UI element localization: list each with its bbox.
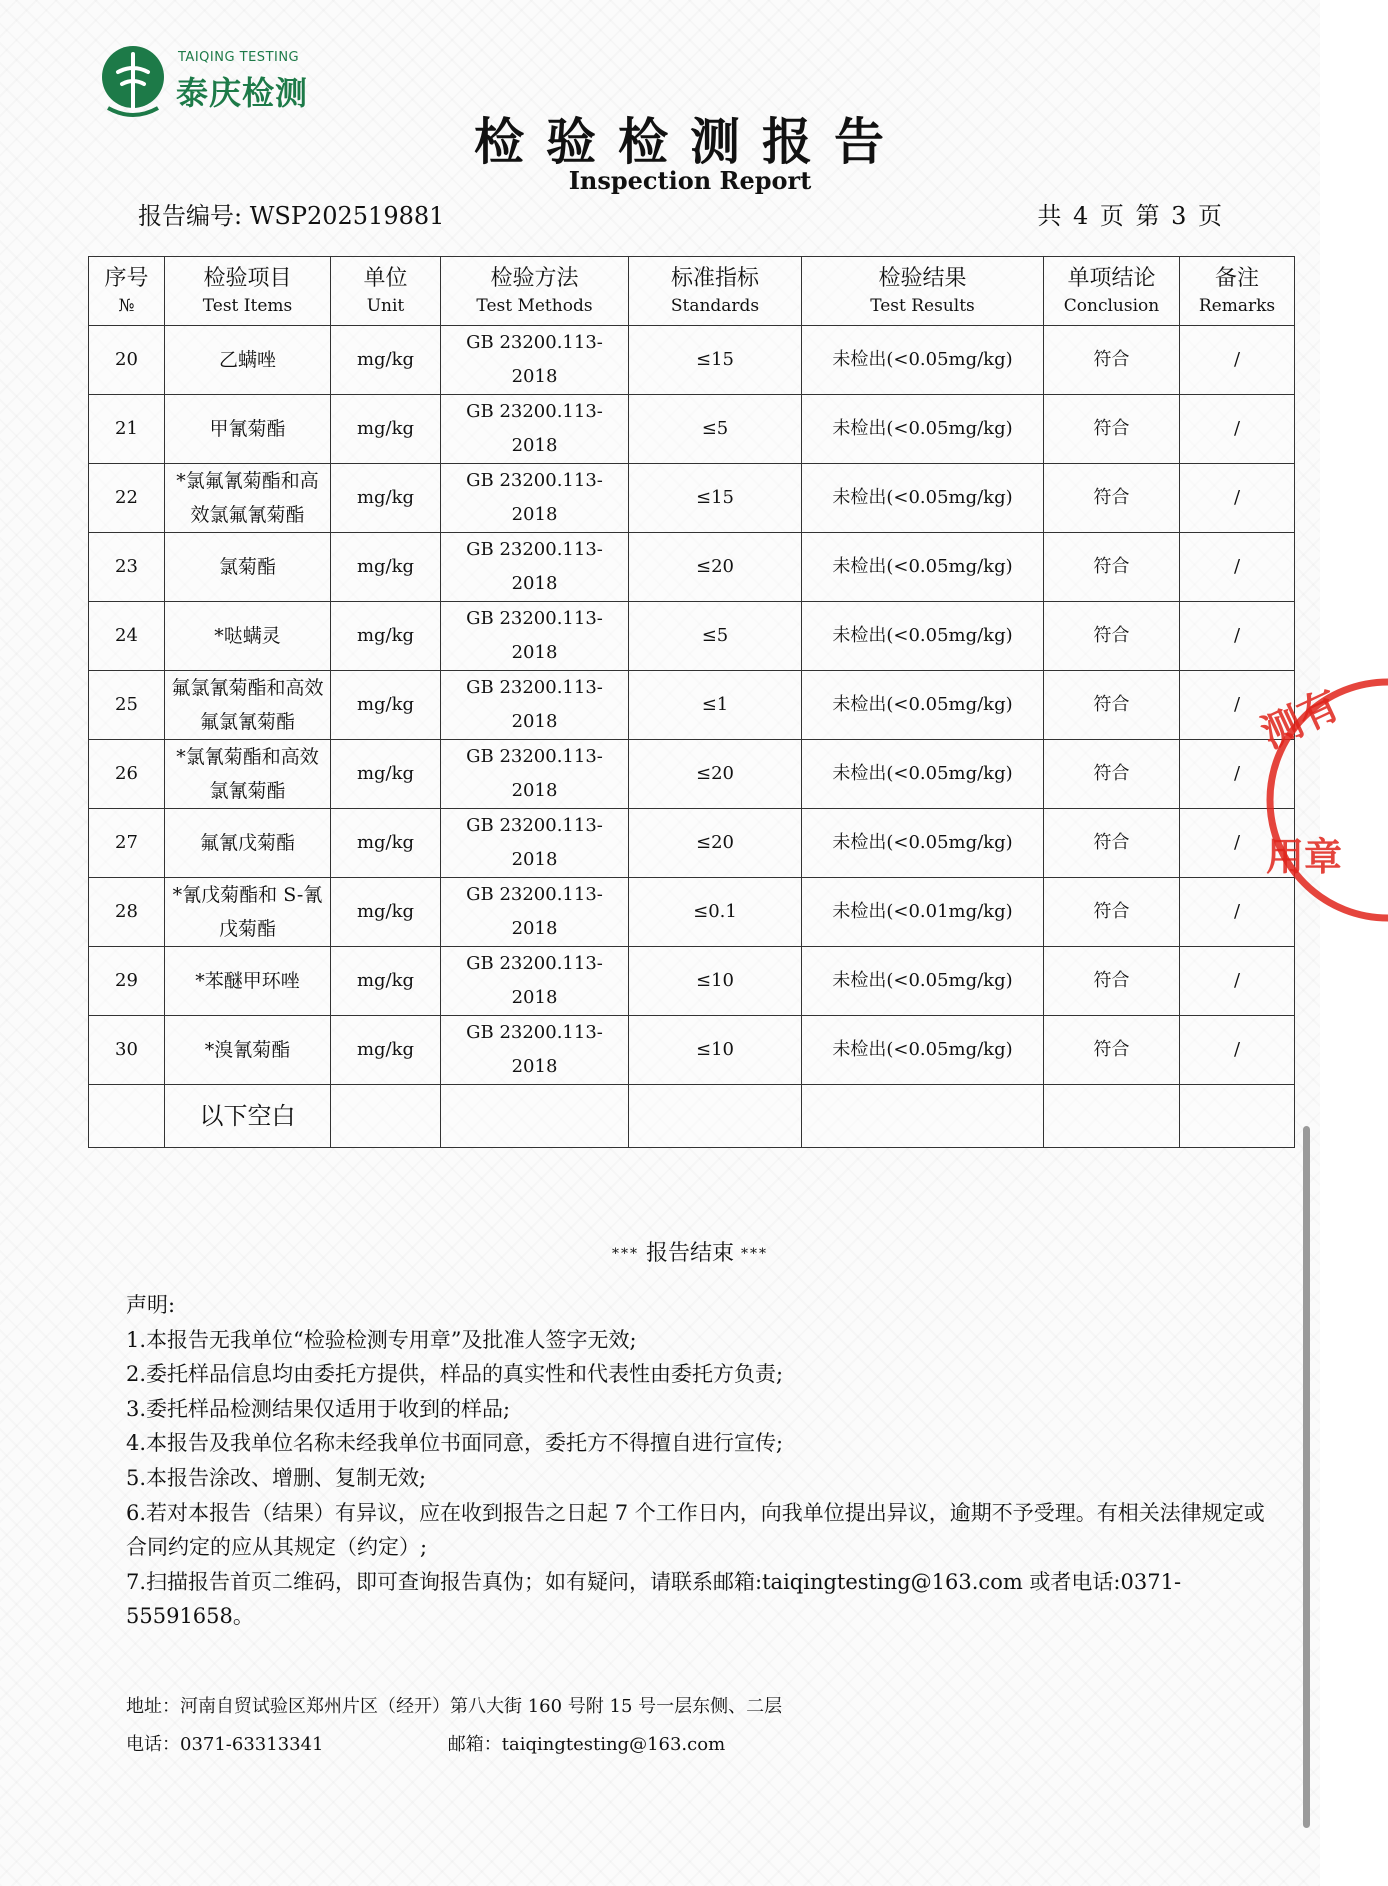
cell-conclusion: 符合 [1044,740,1180,809]
table-row [89,395,1295,464]
end-stars-left: *** [611,1246,639,1262]
cell-conclusion: 符合 [1044,326,1180,395]
note-item: 5.本报告涂改、增删、复制无效; [126,1465,427,1490]
col-header-conclusion: 单项结论 Conclusion [1044,257,1180,326]
note-item: 6.若对本报告（结果）有异议，应在收到报告之日起 7 个工作日内，向我单位提出异议，逾期不予受理。有相关法律规定或合同约定的应从其规定（约定）; [126,1500,1265,1560]
cell-method: GB 23200.113-2018 [441,947,629,1016]
cell-method: GB 23200.113-2018 [441,809,629,878]
cell-result: 未检出(<0.05mg/kg) [802,947,1044,1016]
table-row [89,671,1295,740]
cell-conclusion: 符合 [1044,464,1180,533]
blank-note: 以下空白 [165,1085,331,1148]
cell-standard: ≤20 [629,740,802,809]
cell-method: GB 23200.113-2018 [441,602,629,671]
cell-result: 未检出(<0.05mg/kg) [802,602,1044,671]
notes-heading: 声明: [126,1293,176,1317]
cell-remark: / [1180,395,1295,464]
cell-remark: / [1180,878,1295,947]
table-row [89,533,1295,602]
cell-unit: mg/kg [331,671,441,740]
cell-conclusion: 符合 [1044,602,1180,671]
table-row [89,878,1295,947]
cell-remark: / [1180,671,1295,740]
cell-item: *氯氰菊酯和高效氯氰菊酯 [165,740,331,809]
cell-standard: ≤5 [629,395,802,464]
official-seal-stamp [1254,660,1388,940]
note-item: 4.本报告及我单位名称未经我单位书面同意，委托方不得擅自进行宣传; [126,1431,784,1456]
cell-standard: ≤15 [629,326,802,395]
cell-unit: mg/kg [331,326,441,395]
cell-unit: mg/kg [331,533,441,602]
note-item: 7.扫描报告首页二维码，即可查询报告真伪；如有疑问，请联系邮箱:taiqingtesting@163.com 或者电话:0371-55591658。 [126,1569,1182,1629]
report-title-cn: 检验检测报告 [474,112,906,171]
cell-conclusion: 符合 [1044,809,1180,878]
note-item: 1.本报告无我单位“检验检测专用章”及批准人签字无效; [126,1327,637,1352]
vertical-scrollbar[interactable] [1303,1126,1310,1828]
col-header-unit: 单位 Unit [331,257,441,326]
cell-no: 30 [89,1016,165,1085]
cell-method: GB 23200.113-2018 [441,671,629,740]
table-header-row [89,257,1295,326]
table-row [89,740,1295,809]
cell-method: GB 23200.113-2018 [441,533,629,602]
cell-no: 24 [89,602,165,671]
cell-remark: / [1180,740,1295,809]
cell-no: 25 [89,671,165,740]
cell-item: *哒螨灵 [165,602,331,671]
cell-remark: / [1180,326,1295,395]
cell-no: 21 [89,395,165,464]
cell-result: 未检出(<0.05mg/kg) [802,671,1044,740]
cell-conclusion: 符合 [1044,671,1180,740]
cell-method: GB 23200.113-2018 [441,1016,629,1085]
table-row [89,602,1295,671]
cell-unit: mg/kg [331,740,441,809]
svg-text:用章: 用章 [1266,835,1343,879]
blank-row [89,1085,1295,1148]
cell-standard: ≤1 [629,671,802,740]
cell-remark: / [1180,602,1295,671]
svg-text:测有: 测有 [1254,682,1347,758]
table-row [89,1016,1295,1085]
col-header-item: 检验项目 Test Items [165,257,331,326]
cell-conclusion: 符合 [1044,878,1180,947]
cell-method: GB 23200.113-2018 [441,740,629,809]
cell-no: 22 [89,464,165,533]
table-row [89,326,1295,395]
cell-result: 未检出(<0.05mg/kg) [802,533,1044,602]
footer-address: 地址：河南自贸试验区郑州片区（经开）第八大街 160 号附 15 号一层东侧、二层 [126,1696,783,1717]
cell-item: *溴氰菊酯 [165,1016,331,1085]
cell-item: 氟氯氰菊酯和高效氟氯氰菊酯 [165,671,331,740]
col-header-no: 序号 № [89,257,165,326]
cell-conclusion: 符合 [1044,1016,1180,1085]
end-text: 报告结束 [645,1241,734,1266]
blank-cell [441,1085,629,1148]
cell-method: GB 23200.113-2018 [441,326,629,395]
cell-unit: mg/kg [331,947,441,1016]
logo-chinese: 泰庆检测 [176,74,309,112]
cell-no: 23 [89,533,165,602]
footer-contact [126,1688,782,1764]
cell-no: 27 [89,809,165,878]
cell-item: 氟氰戊菊酯 [165,809,331,878]
cell-method: GB 23200.113-2018 [441,464,629,533]
cell-conclusion: 符合 [1044,395,1180,464]
results-table [88,256,1295,1148]
cell-result: 未检出(<0.01mg/kg) [802,878,1044,947]
cell-item: *苯醚甲环唑 [165,947,331,1016]
blank-cell [89,1085,165,1148]
cell-standard: ≤20 [629,809,802,878]
footer-email: 邮箱：taiqingtesting@163.com [447,1734,726,1755]
report-end-marker [0,1236,1380,1267]
cell-method: GB 23200.113-2018 [441,878,629,947]
page-count: 共 4 页 第 3 页 [1037,202,1224,230]
cell-method: GB 23200.113-2018 [441,395,629,464]
cell-unit: mg/kg [331,809,441,878]
disclaimer-notes [126,1288,1266,1634]
cell-standard: ≤5 [629,602,802,671]
cell-standard: ≤10 [629,1016,802,1085]
cell-unit: mg/kg [331,1016,441,1085]
note-item: 2.委托样品信息均由委托方提供，样品的真实性和代表性由委托方负责; [126,1362,784,1387]
table-row [89,464,1295,533]
report-number: 报告编号: WSP202519881 [138,202,445,230]
col-header-remarks: 备注 Remarks [1180,257,1295,326]
table-row [89,809,1295,878]
cell-remark: / [1180,809,1295,878]
cell-conclusion: 符合 [1044,947,1180,1016]
cell-item: 乙螨唑 [165,326,331,395]
cell-remark: / [1180,533,1295,602]
cell-no: 20 [89,326,165,395]
blank-cell [1180,1085,1295,1148]
cell-remark: / [1180,464,1295,533]
cell-unit: mg/kg [331,878,441,947]
end-stars-right: *** [741,1246,768,1262]
col-header-result: 检验结果 Test Results [802,257,1044,326]
cell-result: 未检出(<0.05mg/kg) [802,740,1044,809]
cell-result: 未检出(<0.05mg/kg) [802,1016,1044,1085]
cell-standard: ≤20 [629,533,802,602]
note-item: 3.委托样品检测结果仅适用于收到的样品; [126,1396,511,1421]
cell-result: 未检出(<0.05mg/kg) [802,809,1044,878]
col-header-method: 检验方法 Test Methods [441,257,629,326]
cell-standard: ≤10 [629,947,802,1016]
cell-item: *氰戊菊酯和 S-氰戊菊酯 [165,878,331,947]
blank-cell [802,1085,1044,1148]
cell-unit: mg/kg [331,395,441,464]
cell-result: 未检出(<0.05mg/kg) [802,464,1044,533]
report-title-en: Inspection Report [568,166,812,195]
cell-unit: mg/kg [331,464,441,533]
logo-english: TAIQING TESTING [178,50,300,65]
cell-remark: / [1180,947,1295,1016]
cell-remark: / [1180,1016,1295,1085]
cell-no: 29 [89,947,165,1016]
cell-standard: ≤15 [629,464,802,533]
cell-conclusion: 符合 [1044,533,1180,602]
blank-cell [629,1085,802,1148]
cell-standard: ≤0.1 [629,878,802,947]
col-header-standard: 标准指标 Standards [629,257,802,326]
cell-no: 28 [89,878,165,947]
cell-item: 氯菊酯 [165,533,331,602]
cell-result: 未检出(<0.05mg/kg) [802,326,1044,395]
blank-cell [1044,1085,1180,1148]
blank-cell [331,1085,441,1148]
cell-item: *氯氟氰菊酯和高效氯氟氰菊酯 [165,464,331,533]
cell-unit: mg/kg [331,602,441,671]
table-row [89,947,1295,1016]
cell-no: 26 [89,740,165,809]
footer-phone: 电话：0371-63313341 [126,1734,324,1755]
cell-item: 甲氰菊酯 [165,395,331,464]
cell-result: 未检出(<0.05mg/kg) [802,395,1044,464]
